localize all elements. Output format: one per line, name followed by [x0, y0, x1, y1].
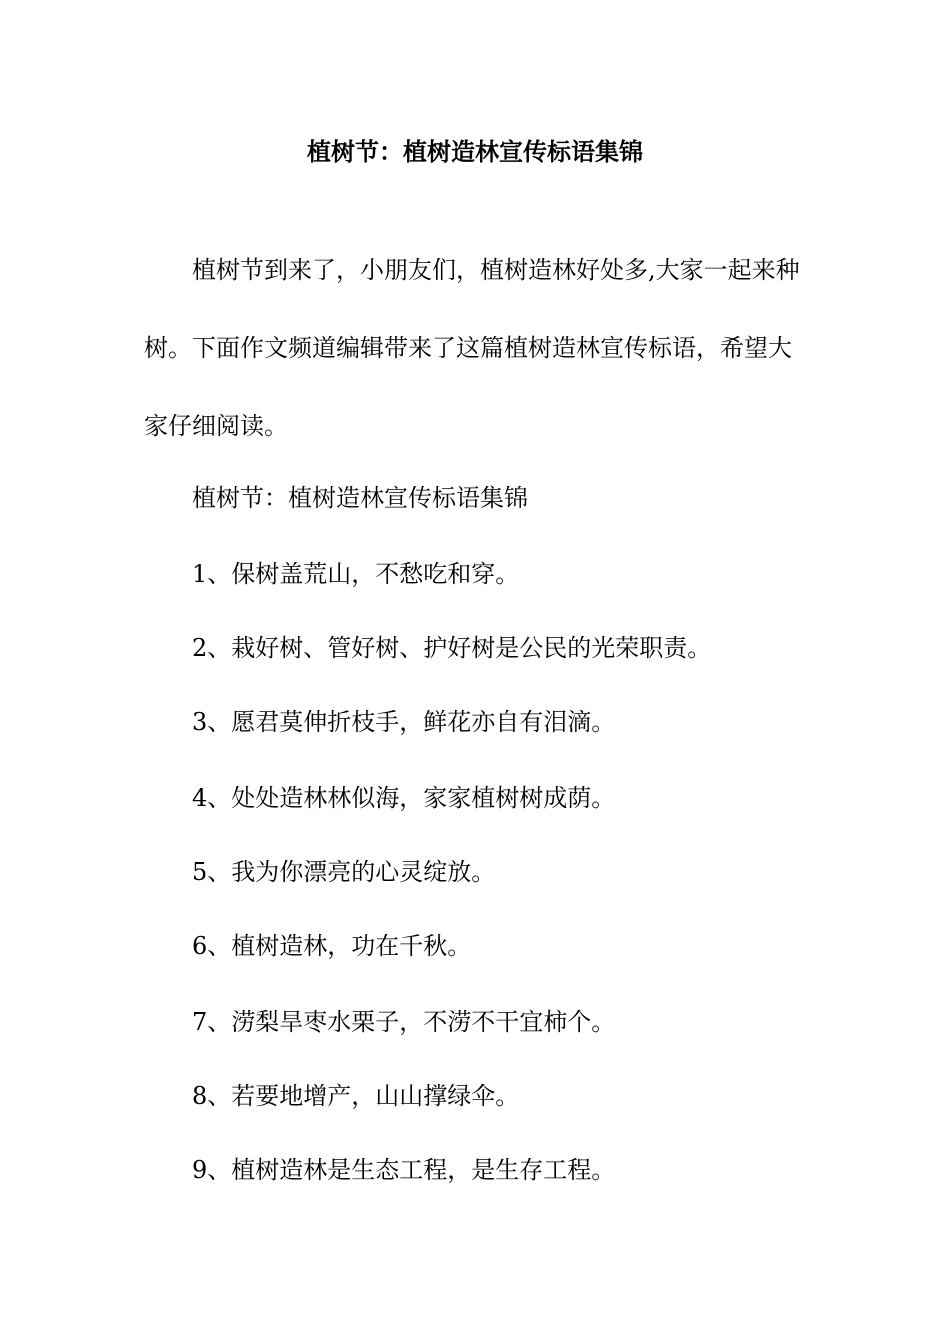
slogan-item: 1、保树盖荒山，不愁吃和穿。 [192, 560, 520, 588]
document-title: 植树节：植树造林宣传标语集锦 [307, 137, 643, 166]
intro-line: 植树节到来了，小朋友们，植树造林好处多,大家一起来种 [192, 256, 800, 284]
slogan-item: 3、愿君莫伸折枝手，鲜花亦自有泪滴。 [192, 708, 616, 736]
intro-paragraph [144, 256, 806, 440]
slogan-item: 8、若要地增产，山山撑绿伞。 [192, 1082, 520, 1110]
intro-line: 家仔细阅读。 [144, 412, 288, 440]
slogan-item: 5、我为你漂亮的心灵绽放。 [192, 858, 496, 886]
section-subtitle: 植树节：植树造林宣传标语集锦 [192, 484, 528, 512]
intro-line: 树。下面作文频道编辑带来了这篇植树造林宣传标语，希望大 [144, 334, 792, 362]
slogan-item: 6、植树造林，功在千秋。 [192, 932, 472, 960]
slogan-item: 7、涝梨旱枣水栗子，不涝不干宜柿个。 [192, 1008, 616, 1036]
slogan-item: 2、栽好树、管好树、护好树是公民的光荣职责。 [192, 634, 712, 662]
slogan-item: 9、植树造林是生态工程，是生存工程。 [192, 1156, 616, 1184]
slogan-item: 4、处处造林林似海，家家植树树成荫。 [192, 784, 616, 812]
